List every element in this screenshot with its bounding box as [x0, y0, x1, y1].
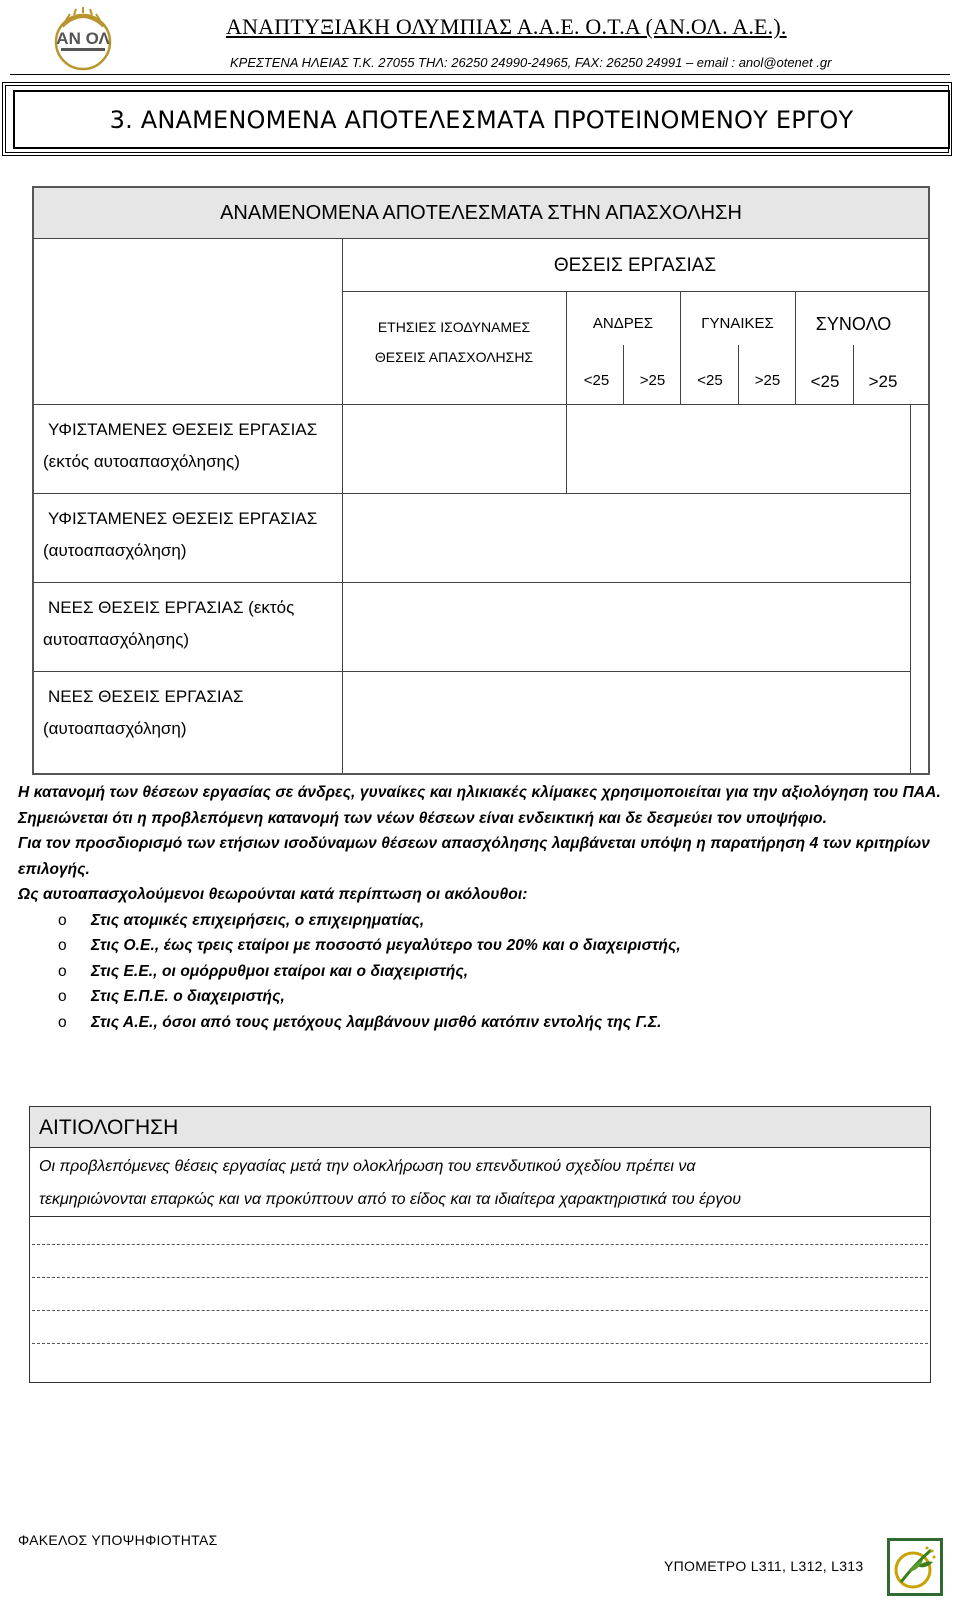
row-label-line2: (αυτοαπασχόληση)	[43, 541, 187, 560]
list-item-text: Στις Ε.Ε., οι ομόρρυθμοι εταίροι και ο διαχειριστής,	[91, 962, 469, 980]
grid-line	[34, 582, 911, 583]
annual-header-line1: ΕΤΗΣΙΕΣ ΙΣΟΔΥΝΑΜΕΣ	[377, 319, 531, 335]
dotted-line	[32, 1277, 928, 1278]
note-distribution: Η κατανομή των θέσεων εργασίας σε άνδρες, γυναίκες και ηλικιακές κλίμακες χρησιμοποιείται για την αξιολόγηση του ΠΑΑ. Σημειώνεται ότι η προβλεπόμενη κατανομή των νέων θέσεων είναι ενδεικτική και δε δεσμεύει τον υποψήφιο.	[18, 784, 941, 827]
dotted-line	[32, 1244, 928, 1245]
dotted-line	[32, 1310, 928, 1311]
list-item	[18, 933, 953, 959]
row-label-line1: ΝΕΕΣ ΘΕΣΕΙΣ ΕΡΓΑΣΙΑΣ	[48, 687, 244, 706]
bullet-marker: o	[58, 911, 67, 929]
grid-line	[910, 404, 911, 773]
notes-section	[18, 780, 953, 1035]
footer-right: ΥΠΟΜΕΤΡΟ L311, L312, L313	[664, 1558, 864, 1574]
justification-input-area[interactable]	[30, 1217, 930, 1382]
logo-text-top: ΑΝ ΟΛ	[56, 29, 110, 48]
bullet-marker: o	[58, 937, 67, 954]
new-employees-cell[interactable]	[343, 583, 911, 671]
organization-title: ΑΝΑΠΤΥΞΙΑΚΗ ΟΛΥΜΠΙΑΣ Α.Α.Ε. Ο.Τ.Α (ΑΝ.ΟΛ. Α.Ε.).	[226, 14, 787, 39]
total-over-25: >25	[868, 372, 898, 391]
total-under-25: <25	[810, 372, 840, 391]
leader-logo-icon	[887, 1538, 943, 1596]
row-new-self-employed	[34, 681, 342, 745]
row-label-line1: ΥΦΙΣΤΑΜΕΝΕΣ ΘΕΣΕΙΣ ΕΡΓΑΣΙΑΣ	[48, 509, 318, 528]
grid-line	[342, 291, 928, 292]
women-over-25: >25	[754, 372, 781, 389]
grid-line	[623, 345, 624, 404]
anol-logo	[52, 6, 114, 72]
row-label-line2: (εκτός αυτοαπασχόλησης)	[43, 452, 240, 471]
total-header: ΣΥΝΟΛΟ	[815, 314, 892, 334]
justification-hint	[39, 1150, 919, 1216]
grid-line	[795, 291, 796, 404]
men-header: ΑΝΔΡΕΣ	[592, 315, 654, 332]
list-item	[18, 959, 953, 985]
list-item	[18, 908, 953, 934]
row-existing-employees	[34, 414, 342, 478]
note-self-employed-intro: Ως αυτοαπασχολούμενοι θεωρούνται κατά περίπτωση οι ακόλουθοι:	[18, 886, 528, 903]
group-header: ΘΕΣΕΙΣ ΕΡΓΑΣΙΑΣ	[553, 254, 717, 276]
table-title: ΑΝΑΜΕΝΟΜΕΝΑ ΑΠΟΤΕΛΕΣΜΑΤΑ ΣΤΗΝ ΑΠΑΣΧΟΛΗΣΗ	[34, 188, 928, 239]
list-item-text: Στις ατομικές επιχειρήσεις, ο επιχειρηματίας,	[91, 911, 425, 929]
row-label-line2: (αυτοαπασχόληση)	[43, 719, 187, 738]
row-label-line2: αυτοαπασχόλησης)	[43, 630, 190, 649]
grid-line	[566, 291, 567, 404]
grid-line	[738, 345, 739, 404]
existing-self-employed-cell[interactable]	[343, 494, 911, 582]
justification-hint-line1: Οι προβλεπόμενες θέσεις εργασίας μετά την ολοκλήρωση του επενδυτικού σχεδίου πρέπει να	[39, 1158, 696, 1175]
list-item-text: Στις Ε.Π.Ε. ο διαχειριστής,	[91, 988, 285, 1005]
grid-line	[566, 404, 567, 494]
list-item-text: Στις Ο.Ε., έως τρεις εταίροι με ποσοστό μεγαλύτερο του 20% και ο διαχειριστής,	[91, 937, 681, 954]
row-label-line1: ΝΕΕΣ ΘΕΣΕΙΣ ΕΡΓΑΣΙΑΣ (εκτός	[48, 598, 295, 617]
grid-line	[342, 239, 343, 773]
header-rule	[10, 74, 950, 75]
list-item	[18, 1010, 953, 1036]
men-over-25: >25	[639, 372, 666, 389]
row-existing-self-employed	[34, 503, 342, 567]
section-title: 3. ΑΝΑΜΕΝΟΜΕΝΑ ΑΠΟΤΕΛΕΣΜΑΤΑ ΠΡΟΤΕΙΝΟΜΕΝΟΥ ΕΡΓΟΥ	[13, 90, 950, 149]
bullet-marker: o	[58, 1013, 67, 1031]
new-self-employed-cell[interactable]	[343, 672, 911, 760]
list-item	[18, 984, 953, 1010]
organization-contact: ΚΡΕΣΤΕΝΑ ΗΛΕΙΑΣ Τ.Κ. 27055 ΤΗΛ: 26250 24990-24965, FAX: 26250 24991 – email : anol@otenet .gr	[230, 55, 832, 70]
existing-employees-breakdown-cell[interactable]	[567, 405, 911, 493]
bullet-marker: o	[58, 962, 67, 980]
list-item-text: Στις Α.Ε., όσοι από τους μετόχους λαμβάνουν μισθό κατόπιν εντολής της Γ.Σ.	[91, 1013, 662, 1031]
justification-hint-line2: τεκμηριώνονται επαρκώς και να προκύπτουν από το είδος και τα ιδιαίτερα χαρακτηριστικά του έργου	[39, 1191, 742, 1208]
justification-title: ΑΙΤΙΟΛΟΓΗΣΗ	[30, 1107, 930, 1148]
grid-line	[853, 345, 854, 404]
grid-line	[680, 291, 681, 404]
grid-line	[34, 671, 911, 672]
note-annual-equivalent: Για τον προσδιορισμό των ετήσιων ισοδύναμων θέσεων απασχόλησης λαμβάνεται υπόψη η παρατήρηση 4 των κριτηρίων επιλογής.	[18, 835, 931, 878]
men-under-25: <25	[583, 372, 610, 389]
employment-table	[32, 186, 930, 775]
annual-header-line2: ΘΕΣΕΙΣ ΑΠΑΣΧΟΛΗΣΗΣ	[374, 349, 534, 365]
women-header: ΓΥΝΑΙΚΕΣ	[701, 315, 774, 332]
grid-line	[34, 493, 911, 494]
row-label-line1: ΥΦΙΣΤΑΜΕΝΕΣ ΘΕΣΕΙΣ ΕΡΓΑΣΙΑΣ	[48, 420, 318, 439]
women-under-25: <25	[697, 372, 723, 389]
dotted-line	[32, 1343, 928, 1344]
existing-employees-annual-cell[interactable]	[343, 405, 566, 493]
annual-header	[342, 312, 566, 372]
footer-left: ΦΑΚΕΛΟΣ ΥΠΟΨΗΦΙΟΤΗΤΑΣ	[18, 1532, 218, 1548]
row-new-employees	[34, 592, 342, 656]
bullet-marker: o	[58, 988, 67, 1005]
grid-line	[34, 404, 928, 405]
